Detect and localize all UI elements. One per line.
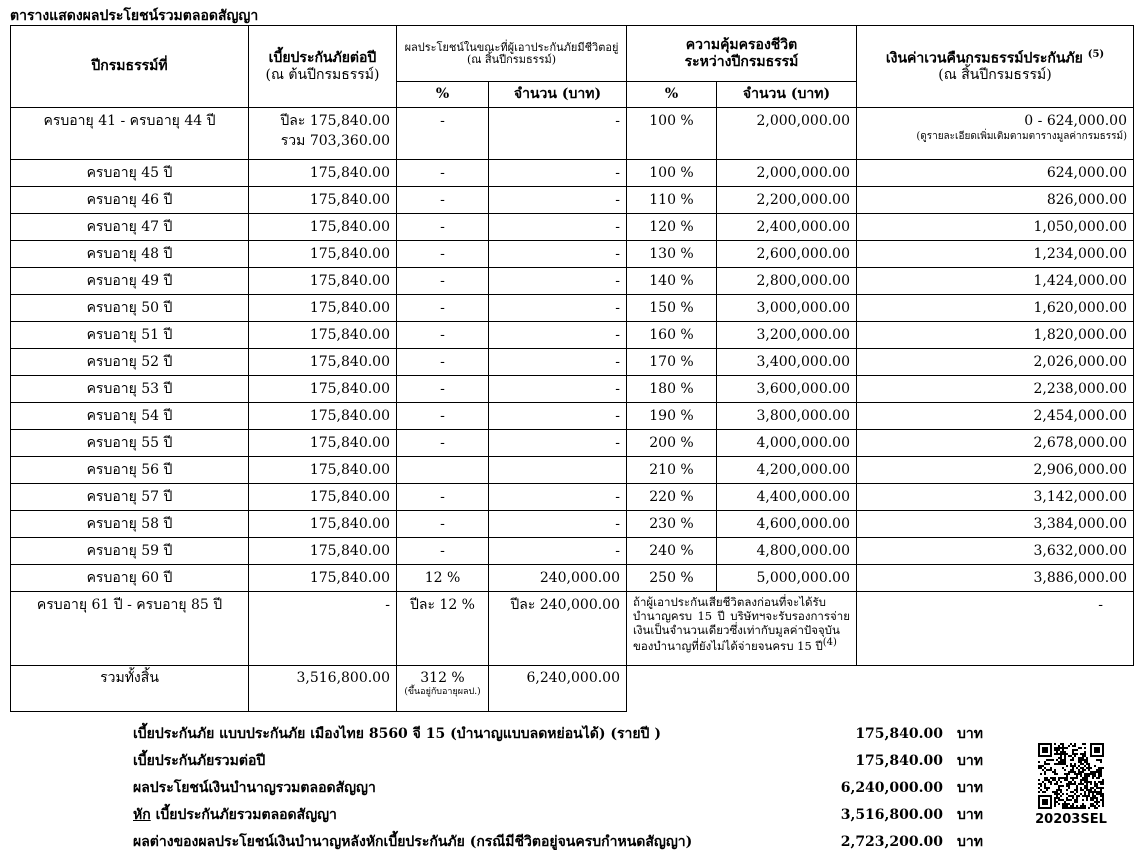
coverage-pct-cell: 160 % <box>627 322 717 349</box>
premium-cell: 175,840.00 <box>249 295 397 322</box>
benefit-pct-cell: - <box>397 241 489 268</box>
year-cell: ครบอายุ 53 ปี <box>11 376 249 403</box>
benefit-pct-cell: - <box>397 322 489 349</box>
premium-cell: 175,840.00 <box>249 349 397 376</box>
table-row <box>11 322 1134 349</box>
summary-unit: บาท <box>957 834 983 850</box>
benefit-amount-cell: - <box>489 403 627 430</box>
coverage-pct-cell: 130 % <box>627 241 717 268</box>
table-row <box>11 484 1134 511</box>
total-label: รวมทั้งสิ้น <box>11 666 249 712</box>
table-row <box>11 403 1134 430</box>
header-year: ปีกรมธรรม์ที่ <box>11 26 249 108</box>
coverage-amount-cell: 2,400,000.00 <box>717 214 857 241</box>
benefit-amount-cell: - <box>489 241 627 268</box>
premium-cell: 175,840.00 <box>249 457 397 484</box>
summary-label: เบี้ยประกันภัยรวมต่อปี <box>133 753 266 769</box>
table-row <box>11 187 1134 214</box>
benefit-pct-cell: - <box>397 187 489 214</box>
benefit-amount-cell: - <box>489 268 627 295</box>
benefit-pct-cell: - <box>397 108 489 160</box>
summary-section <box>133 721 983 856</box>
header-coverage: ความคุ้มครองชีวิต ระหว่างปีกรมธรรม์ <box>627 26 857 82</box>
cash-value-cell: 826,000.00 <box>857 187 1134 214</box>
table-row <box>11 349 1134 376</box>
premium-cell: 175,840.00 <box>249 484 397 511</box>
summary-label: ผลต่างของผลประโยชน์เงินบำนาญหลังหักเบี้ยประกันภัย (กรณีมีชีวิตอยู่จนครบกำหนดสัญญา) <box>133 834 693 850</box>
page-title: ตารางแสดงผลประโยชน์รวมตลอดสัญญา <box>10 8 259 24</box>
cash-value-cell: 3,886,000.00 <box>857 565 1134 592</box>
premium-cell: 175,840.00 <box>249 376 397 403</box>
table-row <box>11 160 1134 187</box>
benefit-table <box>10 25 1134 712</box>
header-coverage-pct: % <box>627 82 717 108</box>
table-row <box>11 376 1134 403</box>
benefit-pct-cell: - <box>397 376 489 403</box>
total-pct: 312 % (ขึ้นอยู่กับอายุผลป.) <box>397 666 489 712</box>
benefit-pct-cell: - <box>397 511 489 538</box>
coverage-pct-cell: 210 % <box>627 457 717 484</box>
table-row <box>11 457 1134 484</box>
year-cell: ครบอายุ 48 ปี <box>11 241 249 268</box>
year-cell: ครบอายุ 47 ปี <box>11 214 249 241</box>
header-coverage-amount: จำนวน (บาท) <box>717 82 857 108</box>
year-cell: ครบอายุ 50 ปี <box>11 295 249 322</box>
year-cell: ครบอายุ 54 ปี <box>11 403 249 430</box>
coverage-amount-cell: 4,000,000.00 <box>717 430 857 457</box>
coverage-pct-cell: 240 % <box>627 538 717 565</box>
year-cell: ครบอายุ 57 ปี <box>11 484 249 511</box>
benefit-amount-cell: - <box>489 108 627 160</box>
summary-row <box>133 721 983 748</box>
year-cell: ครบอายุ 60 ปี <box>11 565 249 592</box>
cash-value-cell: 3,142,000.00 <box>857 484 1134 511</box>
summary-value: 6,240,000.00 <box>840 780 943 796</box>
summary-value: 175,840.00 <box>855 726 943 742</box>
coverage-amount-cell: 2,800,000.00 <box>717 268 857 295</box>
header-premium: เบี้ยประกันภัยต่อปี (ณ ต้นปีกรมธรรม์) <box>249 26 397 108</box>
coverage-amount-cell: 5,000,000.00 <box>717 565 857 592</box>
coverage-pct-cell: 200 % <box>627 430 717 457</box>
premium-cell: 175,840.00 <box>249 214 397 241</box>
premium-cell: 175,840.00 <box>249 241 397 268</box>
benefit-pct-cell: ปีละ 12 % <box>397 592 489 666</box>
premium-cell: 175,840.00 <box>249 538 397 565</box>
table-row <box>11 241 1134 268</box>
cash-value-cell: 2,906,000.00 <box>857 457 1134 484</box>
benefit-amount-cell: - <box>489 538 627 565</box>
coverage-amount-cell: 3,000,000.00 <box>717 295 857 322</box>
summary-row <box>133 775 983 802</box>
header-benefit-pct: % <box>397 82 489 108</box>
summary-unit: บาท <box>957 726 983 742</box>
qr-caption: 20203SEL <box>1035 812 1107 827</box>
cash-value-cell: 3,384,000.00 <box>857 511 1134 538</box>
coverage-pct-cell: 230 % <box>627 511 717 538</box>
benefit-amount-cell: - <box>489 322 627 349</box>
coverage-amount-cell: 4,400,000.00 <box>717 484 857 511</box>
coverage-pct-cell: 100 % <box>627 108 717 160</box>
premium-cell: 175,840.00 <box>249 403 397 430</box>
benefit-pct-cell: - <box>397 295 489 322</box>
coverage-amount-cell: 2,200,000.00 <box>717 187 857 214</box>
premium-cell: 175,840.00 <box>249 565 397 592</box>
benefit-amount-cell: - <box>489 295 627 322</box>
cash-value-cell: - <box>857 592 1134 666</box>
year-cell: ครบอายุ 56 ปี <box>11 457 249 484</box>
year-cell: ครบอายุ 41 - ครบอายุ 44 ปี <box>11 108 249 160</box>
summary-unit: บาท <box>957 753 983 769</box>
premium-cell: - <box>249 592 397 666</box>
year-cell: ครบอายุ 59 ปี <box>11 538 249 565</box>
benefit-amount-cell: - <box>489 187 627 214</box>
benefit-amount-cell <box>489 457 627 484</box>
table-row <box>11 108 1134 160</box>
coverage-pct-cell: 110 % <box>627 187 717 214</box>
coverage-amount-cell: 2,000,000.00 <box>717 160 857 187</box>
benefit-amount-cell: - <box>489 376 627 403</box>
table-row <box>11 430 1134 457</box>
summary-row <box>133 748 983 775</box>
benefit-amount-cell: - <box>489 160 627 187</box>
total-row <box>11 666 1134 712</box>
table-row <box>11 538 1134 565</box>
coverage-pct-cell: 170 % <box>627 349 717 376</box>
cash-value-cell: 2,238,000.00 <box>857 376 1134 403</box>
coverage-pct-cell: 100 % <box>627 160 717 187</box>
coverage-pct-cell: 140 % <box>627 268 717 295</box>
premium-cell: 175,840.00 <box>249 160 397 187</box>
premium-cell: 175,840.00 <box>249 268 397 295</box>
cash-value-cell: 1,234,000.00 <box>857 241 1134 268</box>
header-benefit: ผลประโยชน์ในขณะที่ผู้เอาประกันภัยมีชีวิตอยู่ (ณ สิ้นปีกรมธรรม์) <box>397 26 627 82</box>
cash-value-cell: 1,820,000.00 <box>857 322 1134 349</box>
header-cash-value: เงินค่าเวนคืนกรมธรรม์ประกันภัย $^{(5)}$ (ณ สิ้นปีกรมธรรม์) <box>857 26 1134 108</box>
cash-value-cell: 1,620,000.00 <box>857 295 1134 322</box>
coverage-amount-cell: 3,800,000.00 <box>717 403 857 430</box>
coverage-pct-cell: 150 % <box>627 295 717 322</box>
benefit-amount-cell: - <box>489 511 627 538</box>
premium-cell: 175,840.00 <box>249 430 397 457</box>
benefit-pct-cell: - <box>397 349 489 376</box>
coverage-amount-cell: 3,400,000.00 <box>717 349 857 376</box>
coverage-pct-cell: 180 % <box>627 376 717 403</box>
cash-value-cell: 3,632,000.00 <box>857 538 1134 565</box>
coverage-amount-cell: 4,600,000.00 <box>717 511 857 538</box>
benefit-pct-cell: - <box>397 484 489 511</box>
benefit-amount-cell: ปีละ 240,000.00 <box>489 592 627 666</box>
coverage-pct-cell: 120 % <box>627 214 717 241</box>
year-cell: ครบอายุ 55 ปี <box>11 430 249 457</box>
summary-unit: บาท <box>957 807 983 823</box>
coverage-amount-cell: 3,600,000.00 <box>717 376 857 403</box>
benefit-amount-cell: - <box>489 430 627 457</box>
benefit-pct-cell: - <box>397 538 489 565</box>
benefit-pct-cell: - <box>397 160 489 187</box>
qr-code-icon <box>1038 743 1104 809</box>
total-premium: 3,516,800.00 <box>249 666 397 712</box>
table-row <box>11 268 1134 295</box>
year-cell: ครบอายุ 61 ปี - ครบอายุ 85 ปี <box>11 592 249 666</box>
table-row <box>11 592 1134 666</box>
summary-label: ผลประโยชน์เงินบำนาญรวมตลอดสัญญา <box>133 780 376 796</box>
table-row <box>11 511 1134 538</box>
cash-value-cell: 0 - 624,000.00 (ดูรายละเอียดเพิ่มเติมตามตารางมูลค่ากรมธรรม์) <box>857 108 1134 160</box>
table-row <box>11 214 1134 241</box>
coverage-amount-cell: 2,600,000.00 <box>717 241 857 268</box>
benefit-amount-cell: - <box>489 484 627 511</box>
year-cell: ครบอายุ 58 ปี <box>11 511 249 538</box>
year-cell: ครบอายุ 52 ปี <box>11 349 249 376</box>
cash-value-cell: 2,678,000.00 <box>857 430 1134 457</box>
summary-row <box>133 802 983 829</box>
table-row <box>11 565 1134 592</box>
benefit-amount-cell: - <box>489 214 627 241</box>
coverage-pct-cell: 220 % <box>627 484 717 511</box>
premium-cell: 175,840.00 <box>249 187 397 214</box>
benefit-pct-cell: - <box>397 214 489 241</box>
premium-cell: 175,840.00 <box>249 511 397 538</box>
coverage-amount-cell: 3,200,000.00 <box>717 322 857 349</box>
summary-label: หัก เบี้ยประกันภัยรวมตลอดสัญญา <box>133 807 337 823</box>
summary-row <box>133 829 983 856</box>
benefit-pct-cell: - <box>397 430 489 457</box>
header-benefit-amount: จำนวน (บาท) <box>489 82 627 108</box>
coverage-amount-cell: 4,800,000.00 <box>717 538 857 565</box>
cash-value-cell: 1,424,000.00 <box>857 268 1134 295</box>
year-cell: ครบอายุ 49 ปี <box>11 268 249 295</box>
summary-unit: บาท <box>957 780 983 796</box>
premium-cell: 175,840.00 <box>249 322 397 349</box>
total-amount: 6,240,000.00 <box>489 666 627 712</box>
cash-value-cell: 2,026,000.00 <box>857 349 1134 376</box>
coverage-amount-cell: 2,000,000.00 <box>717 108 857 160</box>
summary-value: 175,840.00 <box>855 753 943 769</box>
premium-cell: ปีละ 175,840.00 รวม 703,360.00 <box>249 108 397 160</box>
table-row <box>11 295 1134 322</box>
year-cell: ครบอายุ 46 ปี <box>11 187 249 214</box>
summary-label: เบี้ยประกันภัย แบบประกันภัย เมืองไทย 8560 จี 15 (บำนาญแบบลดหย่อนได้) (รายปี ) <box>133 726 661 742</box>
benefit-amount-cell: - <box>489 349 627 376</box>
benefit-amount-cell: 240,000.00 <box>489 565 627 592</box>
cash-value-cell: 2,454,000.00 <box>857 403 1134 430</box>
cash-value-cell: 624,000.00 <box>857 160 1134 187</box>
benefit-pct-cell: 12 % <box>397 565 489 592</box>
benefit-pct-cell: - <box>397 403 489 430</box>
year-cell: ครบอายุ 45 ปี <box>11 160 249 187</box>
coverage-pct-cell: 190 % <box>627 403 717 430</box>
coverage-note-cell: ถ้าผู้เอาประกันเสียชีวิตลงก่อนที่จะได้รับบำนาญครบ 15 ปี บริษัทฯจะรับรองการจ่ายเงินเป็นจำนวนเดียวซึ่งเท่ากับมูลค่าปัจจุบันของบำนาญที่ยังไม่ได้จ่ายจนครบ 15 ปี$^{(4)}$ <box>627 592 857 666</box>
benefit-pct-cell: - <box>397 268 489 295</box>
summary-value: 3,516,800.00 <box>840 807 943 823</box>
year-cell: ครบอายุ 51 ปี <box>11 322 249 349</box>
blank-cell <box>627 666 1134 712</box>
cash-value-cell: 1,050,000.00 <box>857 214 1134 241</box>
summary-value: 2,723,200.00 <box>840 834 943 850</box>
coverage-pct-cell: 250 % <box>627 565 717 592</box>
coverage-amount-cell: 4,200,000.00 <box>717 457 857 484</box>
benefit-pct-cell <box>397 457 489 484</box>
